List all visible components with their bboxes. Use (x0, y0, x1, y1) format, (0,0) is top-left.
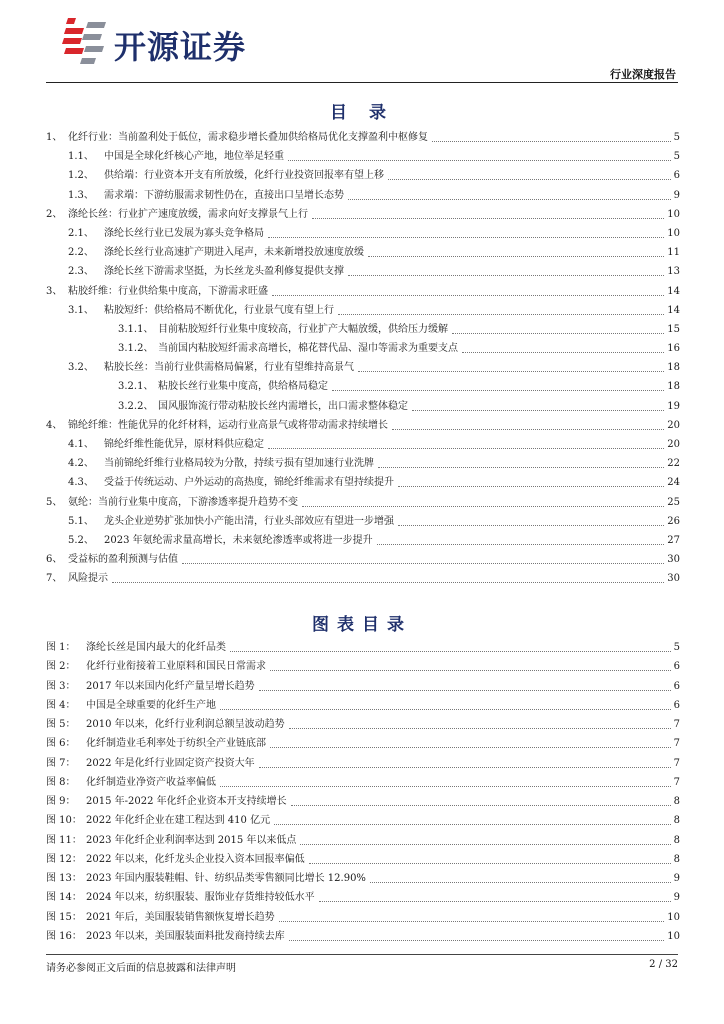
figure-entry-text: 2022 年是化纤行业固定资产投资大年 (86, 757, 255, 769)
toc-entry-page: 5 (673, 151, 680, 163)
toc-leader-dots (338, 314, 664, 315)
toc-entry[interactable] (46, 552, 680, 571)
figure-entry[interactable] (46, 679, 680, 698)
figure-entry-number: 图 12： (46, 853, 82, 865)
figure-entry-text: 2023 年国内服装鞋帽、针、纺织品类零售额同比增长 12.90% (86, 873, 366, 884)
toc-entry-text: 2023 年氨纶需求量高增长，未来氨纶渗透率或将进一步提升 (104, 534, 373, 546)
toc-entry[interactable] (46, 207, 680, 226)
toc-entry-text: 中国是全球化纤核心产地，地位举足轻重 (104, 151, 284, 163)
toc-leader-dots (312, 218, 664, 219)
toc-entry-text: 涤纶长丝行业已发展为寡头竞争格局 (104, 227, 264, 239)
figure-leader-dots (220, 786, 671, 787)
figure-entry-text: 化纤行业衔接着工业原料和国民日常需求 (86, 661, 266, 673)
toc-entry-number: 3.2.1、 (118, 381, 154, 393)
figure-entry-page: 8 (673, 834, 680, 846)
figure-entry-page: 9 (673, 873, 680, 884)
toc-entry[interactable] (46, 360, 680, 379)
toc-entry[interactable] (46, 399, 680, 418)
toc-leader-dots (388, 179, 671, 180)
toc-entry-text: 化纤行业：当前盈利处于低位，需求稳步增长叠加供给格局优化支撑盈利中枢修复 (68, 132, 428, 143)
toc-entry-text: 风险提示 (68, 573, 108, 585)
toc-leader-dots (378, 467, 664, 468)
figure-leader-dots (309, 863, 671, 864)
toc-entry-page: 11 (667, 247, 680, 259)
figure-entry-number: 图 11： (46, 834, 82, 846)
company-logo (62, 16, 282, 66)
figure-entry-text: 化纤制造业净资产收益率偏低 (86, 776, 216, 788)
figure-leader-dots (270, 670, 671, 671)
toc-entry-page: 9 (673, 189, 680, 201)
toc-entry-page: 6 (673, 170, 680, 182)
toc-entry-number: 1.3、 (68, 189, 94, 201)
figure-entry-page: 10 (667, 930, 680, 942)
toc-entry-number: 4.3、 (68, 477, 94, 489)
figure-entry-number: 图 8： (46, 776, 76, 788)
toc-entry-text: 粘胶长丝行业集中度高，供给格局稳定 (158, 381, 328, 393)
toc-entry-page: 10 (667, 227, 680, 239)
toc-entry-page: 20 (667, 419, 680, 431)
figure-entry-number: 图 4： (46, 699, 76, 711)
figure-entry-page: 8 (673, 796, 680, 807)
toc-entry-text: 受益于传统运动、户外运动的高热度，锦纶纤维需求有望持续提升 (104, 477, 394, 489)
figure-entry-page: 10 (667, 911, 680, 923)
figure-leader-dots (259, 767, 671, 768)
toc-entry-number: 2.3、 (68, 266, 94, 278)
toc-entry-number: 4.1、 (68, 439, 94, 450)
toc-entry[interactable] (46, 341, 680, 360)
figure-entry-number: 图 3： (46, 680, 76, 692)
toc-entry-page: 30 (667, 573, 680, 585)
figure-entry[interactable] (46, 698, 680, 717)
toc-entry[interactable] (46, 303, 680, 322)
toc-entry-text: 粘胶长丝：当前行业供需格局偏紧，行业有望维持高景气 (104, 362, 354, 374)
toc-entry[interactable] (46, 130, 680, 149)
toc-entry[interactable] (46, 495, 680, 514)
toc-leader-dots (182, 563, 664, 564)
figure-entry-number: 图 15： (46, 911, 82, 923)
figure-entry-page: 7 (673, 719, 680, 730)
figure-entry-number: 图 9： (46, 796, 76, 807)
toc-entry-text: 涤纶长丝下游需求坚挺，为长丝龙头盈利修复提供支撑 (104, 266, 344, 278)
toc-leader-dots (398, 525, 664, 526)
figure-entry[interactable] (46, 890, 680, 909)
toc-entry-page: 24 (667, 477, 680, 489)
toc-entry-page: 18 (667, 381, 680, 393)
toc-leader-dots (268, 237, 664, 238)
figure-leader-dots (274, 824, 671, 825)
toc-leader-dots (348, 275, 664, 276)
figure-entry[interactable] (46, 756, 680, 775)
toc-entry[interactable] (46, 226, 680, 245)
figure-entry-text: 2023 年以来，美国服装面料批发商持续去库 (86, 930, 285, 942)
toc-entry-page: 27 (667, 534, 680, 546)
toc-entry-number: 5.1、 (68, 515, 94, 527)
figure-entry[interactable] (46, 659, 680, 678)
toc-entry-page: 25 (667, 496, 680, 508)
figure-leader-dots (289, 940, 664, 941)
figure-entry-text: 2024 年以来，纺织服装、服饰业存货维持较低水平 (86, 892, 315, 904)
toc-leader-dots (348, 199, 671, 200)
toc-entry-page: 16 (667, 343, 680, 355)
toc-entry-number: 2.1、 (68, 227, 94, 239)
figure-entry-text: 涤纶长丝是国内最大的化纤品类 (86, 642, 226, 653)
toc-entry-number: 3.2.2、 (118, 400, 154, 412)
figure-entry[interactable] (46, 852, 680, 871)
toc-entry-number: 5、 (46, 496, 63, 508)
toc-entry-number: 2、 (46, 208, 63, 220)
toc-entry-number: 5.2、 (68, 534, 94, 546)
toc-leader-dots (462, 352, 664, 353)
figure-entry-number: 图 5： (46, 719, 76, 730)
toc-leader-dots (358, 371, 664, 372)
toc-entry[interactable] (46, 322, 680, 341)
toc-entry-page: 14 (667, 304, 680, 316)
toc-entry-number: 1.1、 (68, 151, 94, 163)
figure-entry-number: 图 7： (46, 757, 76, 769)
toc-entry-page: 19 (667, 400, 680, 412)
toc-entry[interactable] (46, 475, 680, 494)
toc-entry-text: 涤纶长丝：行业扩产速度放缓，需求向好支撑景气上行 (68, 208, 308, 220)
toc-entry-page: 5 (673, 132, 680, 143)
toc-entry-text: 目前粘胶短纤行业集中度较高，行业扩产大幅放缓，供给压力缓解 (158, 323, 448, 335)
toc-entry-page: 26 (667, 515, 680, 527)
figure-entry-number: 图 16： (46, 930, 82, 942)
toc-entry-page: 30 (667, 554, 680, 566)
toc-entry-text: 氨纶：当前行业集中度高，下游渗透率提升趋势不变 (68, 496, 298, 508)
figure-entry[interactable] (46, 794, 680, 813)
figure-entry-page: 7 (673, 776, 680, 788)
toc-title: 目 录 (330, 103, 394, 123)
toc-entry-page: 10 (667, 208, 680, 220)
toc-entry[interactable] (46, 379, 680, 398)
toc-entry-number: 3.1.2、 (118, 343, 154, 355)
page-number: 2 / 32 (649, 959, 678, 970)
toc-entry-text: 供给端：行业资本开支有所放缓，化纤行业投资回报率有望上移 (104, 170, 384, 182)
toc-entry-page: 22 (667, 458, 680, 470)
figure-entry-page: 6 (673, 680, 680, 692)
toc-entry-text: 龙头企业逆势扩张加快小产能出清，行业头部效应有望进一步增强 (104, 515, 394, 527)
toc-entry-text: 涤纶长丝行业高速扩产期进入尾声，未来新增投放速度放缓 (104, 247, 364, 259)
figure-entry-number: 图 14： (46, 892, 82, 904)
figure-entry-text: 2015 年-2022 年化纤企业资本开支持续增长 (86, 796, 287, 807)
toc-leader-dots (392, 429, 664, 430)
figure-leader-dots (259, 690, 671, 691)
figure-entry-text: 2023 年化纤企业利润率达到 2015 年以来低点 (86, 834, 297, 846)
figure-entry-page: 8 (673, 815, 680, 827)
toc-entry-number: 3.1.1、 (118, 323, 154, 335)
figure-entry[interactable] (46, 833, 680, 852)
toc-entry-page: 13 (667, 266, 680, 278)
toc-entry[interactable] (46, 571, 680, 590)
toc-entry-page: 15 (667, 323, 680, 335)
figure-leader-dots (300, 844, 671, 845)
figure-entry-number: 图 6： (46, 738, 76, 750)
toc-leader-dots (288, 160, 671, 161)
toc-entry[interactable] (46, 437, 680, 456)
toc-leader-dots (452, 333, 664, 334)
toc-leader-dots (368, 256, 664, 257)
figure-entry[interactable] (46, 775, 680, 794)
toc-entry-number: 2.2、 (68, 247, 94, 259)
toc-entry-text: 受益标的盈利预测与估值 (68, 554, 178, 566)
toc-entry[interactable] (46, 245, 680, 264)
toc-entry-number: 1、 (46, 132, 63, 143)
toc-entry-page: 18 (667, 362, 680, 374)
footer-disclaimer: 请务必参阅正文后面的信息披露和法律声明 (46, 963, 236, 974)
toc-entry-number: 4.2、 (68, 458, 94, 470)
toc-leader-dots (302, 506, 664, 507)
toc-leader-dots (272, 295, 664, 296)
toc-entry-text: 粘胶纤维：行业供给集中度高，下游需求旺盛 (68, 285, 268, 297)
toc-entry-page: 14 (667, 285, 680, 297)
figure-entry-number: 图 2： (46, 661, 76, 673)
figure-entry-text: 2022 年以来，化纤龙头企业投入资本回报率偏低 (86, 853, 305, 865)
toc-entry-number: 3、 (46, 285, 63, 297)
toc-entry-number: 7、 (46, 573, 63, 585)
header-divider (46, 82, 678, 83)
figure-entry-page: 6 (673, 661, 680, 673)
figure-entry-number: 图 13： (46, 873, 82, 884)
figure-entry[interactable] (46, 736, 680, 755)
figure-leader-dots (270, 747, 671, 748)
toc-leader-dots (398, 486, 664, 487)
toc-entry-text: 当前锦纶纤维行业格局较为分散，持续亏损有望加速行业洗牌 (104, 458, 374, 470)
figure-entry-page: 8 (673, 853, 680, 865)
figure-entry[interactable] (46, 929, 680, 948)
toc-entry-text: 粘胶短纤：供给格局不断优化，行业景气度有望上行 (104, 304, 334, 316)
figure-entry[interactable] (46, 813, 680, 832)
figure-leader-dots (220, 709, 671, 710)
logo-mark-icon (62, 16, 106, 64)
toc-leader-dots (412, 410, 664, 411)
figure-leader-dots (291, 805, 671, 806)
figure-leader-dots (319, 901, 671, 902)
figure-leader-dots (370, 882, 671, 883)
figure-entry[interactable] (46, 717, 680, 736)
figure-entry-number: 图 10： (46, 815, 82, 827)
figure-leader-dots (289, 728, 671, 729)
toc-entry-page: 20 (667, 439, 680, 450)
figure-entry[interactable] (46, 910, 680, 929)
toc-entry[interactable] (46, 418, 680, 437)
toc-entry[interactable] (46, 168, 680, 187)
toc-entry-text: 需求端：下游纺服需求韧性仍在，直接出口呈增长态势 (104, 189, 344, 201)
figure-entry-page: 7 (673, 757, 680, 769)
toc-entry[interactable] (46, 533, 680, 552)
figure-entry-text: 2022 年化纤企业在建工程达到 410 亿元 (86, 815, 271, 827)
figure-entry[interactable] (46, 871, 680, 890)
toc-entry-number: 6、 (46, 554, 63, 566)
toc-entry-number: 3.2、 (68, 362, 94, 374)
toc-entry[interactable] (46, 264, 680, 283)
figure-entry-text: 2021 年后，美国服装销售额恢复增长趋势 (86, 911, 275, 923)
figure-entry-number: 图 1： (46, 642, 76, 653)
toc-entry[interactable] (46, 149, 680, 168)
toc-leader-dots (432, 141, 671, 142)
toc-leader-dots (268, 448, 664, 449)
figure-list-title: 图表目录 (312, 615, 412, 635)
figure-entry-page: 6 (673, 699, 680, 711)
toc-entry-text: 国风服饰流行带动粘胶长丝内需增长，出口需求整体稳定 (158, 400, 408, 412)
logo-text: 开源证券 (114, 28, 247, 66)
toc-entry[interactable] (46, 456, 680, 475)
figure-leader-dots (279, 921, 664, 922)
figure-entry-text: 2010 年以来，化纤行业利润总额呈波动趋势 (86, 719, 285, 730)
toc-leader-dots (112, 582, 664, 583)
figure-entry-page: 9 (673, 892, 680, 904)
figure-entry-page: 7 (673, 738, 680, 750)
toc-entry-text: 锦纶纤维：性能优异的化纤材料，运动行业高景气或将带动需求持续增长 (68, 419, 388, 431)
figure-list (46, 640, 680, 948)
report-type-label: 行业深度报告 (610, 68, 676, 81)
toc-entry-number: 1.2、 (68, 170, 94, 182)
toc-entry-text: 当前国内粘胶短纤需求高增长，棉花替代品、湿巾等需求为重要支点 (158, 343, 458, 355)
toc-leader-dots (377, 544, 664, 545)
figure-entry-text: 化纤制造业毛利率处于纺织全产业链底部 (86, 738, 266, 750)
toc-entry[interactable] (46, 284, 680, 303)
toc-entry-number: 3.1、 (68, 304, 94, 316)
toc-entry-text: 锦纶纤维性能优异，原材料供应稳定 (104, 439, 264, 450)
toc-entry-number: 4、 (46, 419, 63, 431)
toc-list (46, 130, 680, 591)
figure-entry[interactable] (46, 640, 680, 659)
toc-leader-dots (332, 390, 664, 391)
footer-divider (46, 954, 678, 955)
figure-entry-text: 中国是全球重要的化纤生产地 (86, 699, 216, 711)
figure-entry-text: 2017 年以来国内化纤产量呈增长趋势 (86, 680, 255, 692)
toc-entry[interactable] (46, 188, 680, 207)
toc-entry[interactable] (46, 514, 680, 533)
figure-entry-page: 5 (673, 642, 680, 653)
figure-leader-dots (230, 651, 671, 652)
